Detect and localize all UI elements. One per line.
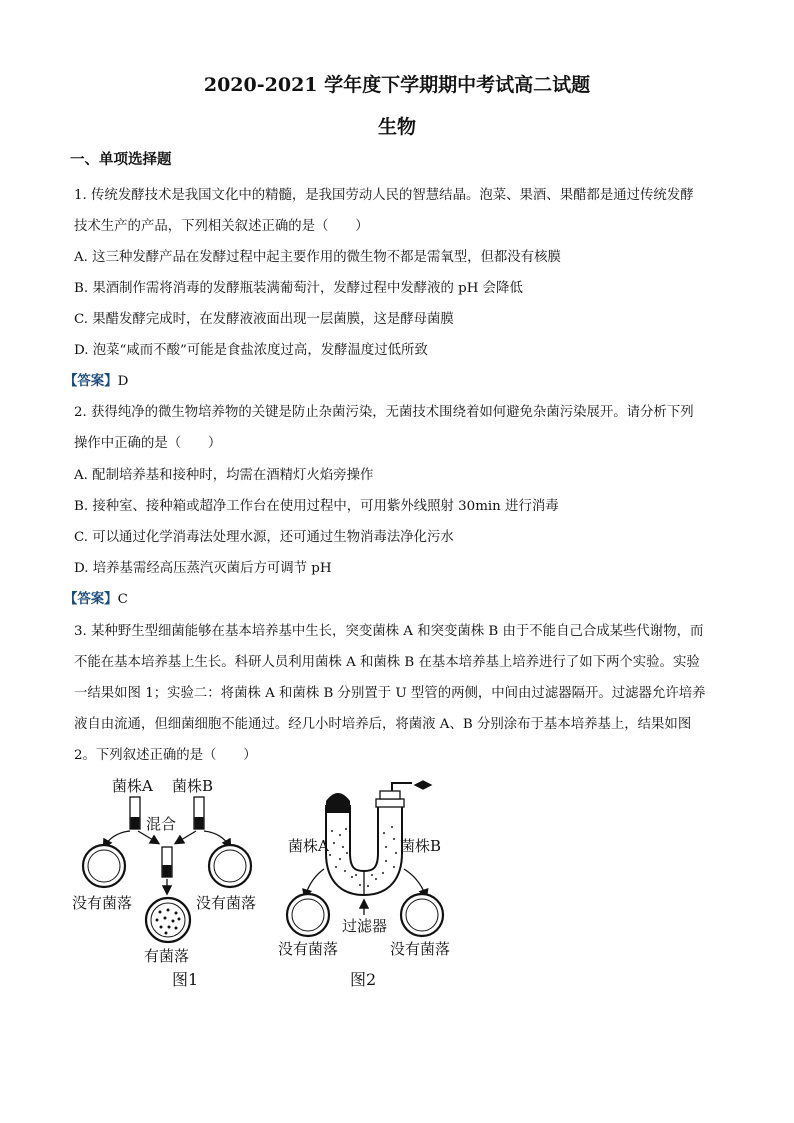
q1-option-a: A. 这三种发酵产品在发酵过程中起主要作用的微生物不都是需氧型，但都没有核膜 — [74, 250, 561, 265]
plate-right-icon — [209, 845, 251, 887]
fig2-no-colony-left: 没有菌落 — [278, 940, 339, 958]
q2-option-b: B. 接种室、接种箱或超净工作台在使用过程中，可用紫外线照射 30min 进行消毒 — [74, 499, 559, 514]
plate-2-left-icon — [287, 894, 329, 936]
fig1-has-colony: 有菌落 — [144, 947, 190, 965]
plate-left-icon — [83, 845, 125, 887]
exam-subject: 生物 — [377, 116, 416, 138]
fig1-no-colony-left: 没有菌落 — [72, 894, 133, 912]
experiment-figures — [60, 755, 480, 1000]
q3-stem-line5: 2。下列叙述正确的是（ ） — [74, 748, 257, 763]
q1-stem-line2: 技术生产的产品，下列相关叙述正确的是（ ） — [74, 219, 369, 234]
mix-tube-icon — [162, 847, 172, 877]
arrow-b-to-mix — [176, 831, 196, 843]
arrow-a-to-plate2 — [305, 869, 324, 897]
fig1-mix-label: 混合 — [146, 815, 177, 833]
answer-tag: 【答案】 — [64, 591, 118, 607]
fig1-no-colony-right: 没有菌落 — [196, 894, 257, 912]
q1-stem-line1: 1. 传统发酵技术是我国文化中的精髓，是我国劳动人民的智慧结晶。泡菜、果酒、果醋都是通过传统发酵 — [74, 188, 694, 203]
tube-a-icon — [130, 797, 140, 829]
q3-stem-line1: 3. 某种野生型细菌能够在基本培养基中生长，突变菌株 A 和突变菌株 B 由于不能自己合成某些代谢物，而 — [74, 624, 704, 639]
q3-stem-line2: 不能在基本培养基上生长。科研人员利用菌株 A 和菌株 B 在基本培养基上培养进行了如下两个实验。实验 — [74, 655, 700, 670]
q2-option-a: A. 配制培养基和接种时，均需在酒精灯火焰旁操作 — [74, 468, 374, 483]
answer-value: D — [117, 374, 129, 389]
q3-stem-line3: 一结果如图 1；实验二：将菌株 A 和菌株 B 分别置于 U 型管的两侧，中间由过滤器隔开。过滤器允许培养 — [74, 686, 706, 701]
fig1-caption: 图1 — [172, 970, 199, 989]
arrow-b-to-plate2 — [404, 869, 426, 897]
q2-answer — [64, 588, 128, 607]
plate-colonies-icon — [146, 898, 190, 942]
fig2-strain-a-label: 菌株A — [288, 837, 329, 855]
tube-b-icon — [194, 797, 204, 829]
fig1-strain-b-label: 菌株B — [172, 777, 214, 795]
q2-stem-line1: 2. 获得纯净的微生物培养物的关键是防止杂菌污染，无菌技术围绕着如何避免杂菌污染展开。请分析下列 — [74, 405, 694, 420]
answer-value: C — [117, 592, 128, 607]
fig2-caption: 图2 — [350, 970, 377, 989]
fig2-strain-b-label: 菌株B — [400, 837, 442, 855]
q2-option-d: D. 培养基需经高压蒸汽灭菌后方可调节 pH — [74, 561, 332, 576]
answer-tag: 【答案】 — [64, 373, 118, 389]
q1-answer — [64, 370, 128, 389]
q1-option-b: B. 果酒制作需将消毒的发酵瓶装满葡萄汁，发酵过程中发酵液的 pH 会降低 — [74, 281, 523, 296]
figure-1 — [72, 777, 256, 989]
q2-stem-line2: 操作中正确的是（ ） — [74, 436, 222, 451]
q2-option-c: C. 可以通过化学消毒法处理水源，还可通过生物消毒法净化污水 — [74, 530, 454, 545]
fig2-no-colony-right: 没有菌落 — [390, 940, 451, 958]
fig1-strain-a-label: 菌株A — [112, 777, 153, 795]
q1-option-c: C. 果醋发酵完成时，在发酵液液面出现一层菌膜，这是酵母菌膜 — [74, 312, 454, 327]
q1-option-d: D. 泡菜“咸而不酸”可能是食盐浓度过高，发酵温度过低所致 — [74, 343, 428, 358]
q3-stem-line4: 液自由流通，但细菌细胞不能通过。经几小时培养后，将菌液 A、B 分别涂布于基本培养基上，结果如图 — [74, 717, 692, 732]
fig2-filter-label: 过滤器 — [342, 917, 388, 935]
plate-2-right-icon — [401, 894, 443, 936]
exam-title: 2020-2021 学年度下学期期中考试高二试题 — [203, 74, 591, 96]
section-heading: 一、单项选择题 — [70, 151, 172, 168]
figure-2 — [278, 783, 450, 989]
